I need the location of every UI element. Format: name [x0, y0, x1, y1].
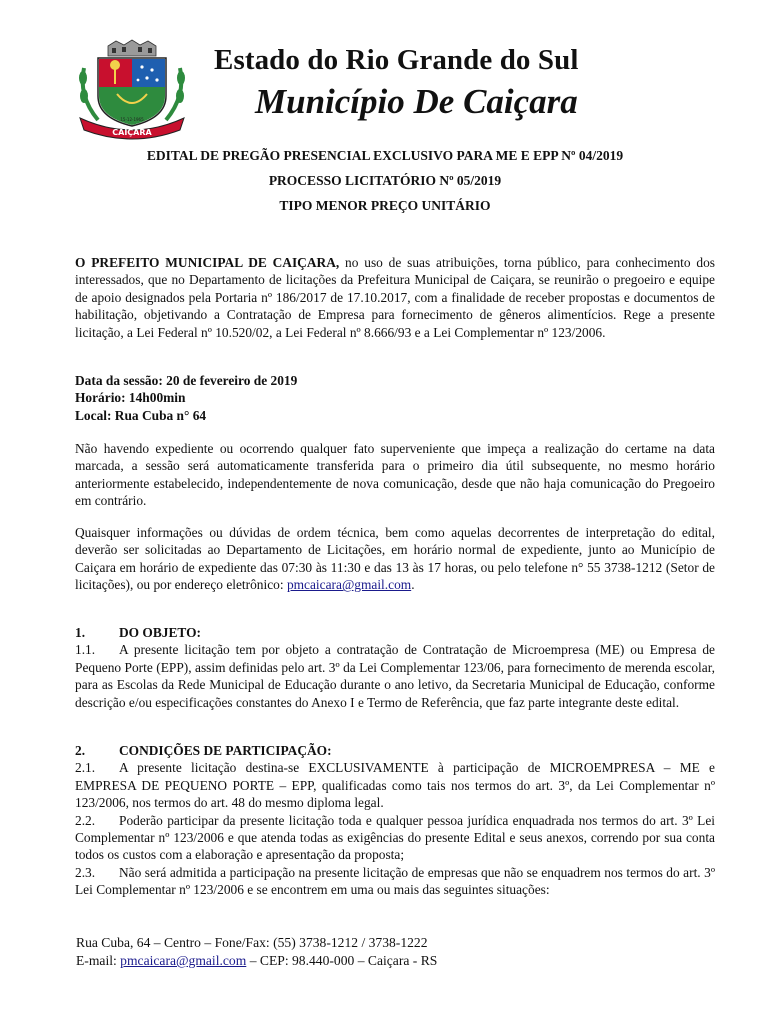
- municipality-title: Município De Caiçara: [255, 82, 578, 121]
- item-number: 1.1.: [75, 642, 96, 658]
- section-number: 1.: [75, 625, 86, 640]
- section-heading: [75, 742, 715, 759]
- page-footer: [76, 934, 437, 970]
- svg-text:15-12-1965: 15-12-1965: [120, 117, 144, 122]
- footer-contact: [76, 952, 437, 970]
- tender-type: TIPO MENOR PREÇO UNITÁRIO: [279, 198, 491, 213]
- session-info: [75, 372, 715, 424]
- footer-address: Rua Cuba, 64 – Centro – Fone/Fax: (55) 3738-1212 / 3738-1222: [76, 935, 428, 950]
- section-heading: [75, 624, 715, 641]
- intro-paragraph: [75, 254, 715, 341]
- item-number: 2.3.: [75, 864, 96, 880]
- item-text: A presente licitação destina-se EXCLUSIVAMENTE à participação de MICROEMPRESA – ME e EMPRESA DE PEQUENO PORTE – EPP, qualificadas como tais nos termos do art. 3º, da Lei Complementar nº 123/2006, nos termos do art. 48 do mesmo diploma legal.: [75, 760, 715, 811]
- info-text: Quaisquer informações ou dúvidas de ordem técnica, bem como aquelas decorrentes de interpretação do edital, deverão ser solicitadas ao Departamento de Licitações, em horário normal de expediente, junto ao Município de Caiçara em horário de expediente das 07:30 às 11:30 e das 13 às 17 horas, ou pelo telefone n° 55 3738-1212 (Setor de licitações), ou por endereço eletrônico:: [75, 525, 715, 593]
- session-time: Horário: 14h00min: [75, 390, 186, 406]
- item-number: 2.2.: [75, 812, 96, 828]
- section-title: CONDIÇÕES DE PARTICIPAÇÃO:: [119, 743, 332, 758]
- municipal-crest-logo: [72, 38, 192, 142]
- section-item: [75, 812, 715, 864]
- process-number: PROCESSO LICITATÓRIO Nº 05/2019: [268, 173, 502, 188]
- section-item: [75, 641, 715, 711]
- item-text: A presente licitação tem por objeto a contratação de Contratação de Microempresa (ME) ou Empresa de Pequeno Porte (EPP), assim definidas pelo art. 3º da Lei Complementar 123/06, para fornecimento de merenda escolar, para as Escolas da Rede Municipal de Educação durante o ano letivo, da Secretaria Municipal de Educação, conforme descrição e/ou especificações constantes do Anexo I e Termo de Referência, que faz parte integrante deste edital.: [75, 642, 715, 710]
- section-objeto: [75, 624, 715, 711]
- svg-text:CAIÇARA: CAIÇARA: [112, 128, 152, 137]
- info-paragraph: [75, 524, 715, 594]
- state-title: Estado do Rio Grande do Sul: [214, 44, 579, 76]
- item-number: 2.1.: [75, 760, 96, 776]
- section-item: [75, 864, 715, 899]
- intro-lead: O PREFEITO MUNICIPAL DE CAIÇARA,: [75, 255, 340, 270]
- info-end: .: [411, 577, 415, 593]
- section-participacao: [75, 742, 715, 899]
- no-expedient-paragraph: [75, 440, 715, 510]
- section-title: DO OBJETO:: [119, 625, 201, 640]
- footer-cep: – CEP: 98.440-000 – Caiçara - RS: [246, 953, 438, 968]
- item-text: Não será admitida a participação na presente licitação de empresas que não se enquadrem nos termos do art. 3º Lei Complementar nº 123/2006 e se encontrem em uma ou mais das seguintes situações:: [75, 864, 715, 898]
- footer-email-label: E-mail:: [76, 953, 121, 968]
- session-date: Data da sessão: 20 de fevereiro de 2019: [75, 373, 298, 388]
- intro-text: no uso de suas atribuições, torna público, para conhecimento dos interessados, que no Departamento de licitações da Prefeitura Municipal de Caiçara, se reunirão o pregoeiro e equipe de apoio designados pela Portaria nº 186/2017 de 17.10.2017, com a finalidade de receber propostas e documentos de habilitação, objetivando a Contratação de Empresa para fornecimento de gêneros alimentícios. Rege a presente licitação, a Lei Federal nº 10.520/02, a Lei Federal nº 8.666/93 e a Lei Complementar nº 123/2006.: [75, 255, 715, 340]
- no-expedient-text: Não havendo expediente ou ocorrendo qualquer fato superveniente que impeça a realização do certame na data marcada, a sessão será automaticamente transferida para o primeiro dia útil subsequente, no mesmo horário anteriormente estabelecido, independentemente de nova comunicação, desde que não haja comunicação do Pregoeiro em contrário.: [75, 441, 715, 509]
- edital-title: EDITAL DE PREGÃO PRESENCIAL EXCLUSIVO PARA ME E EPP Nº 04/2019: [146, 148, 624, 163]
- item-text: Poderão participar da presente licitação toda e qualquer pessoa jurídica enquadrada nos termos do art. 3º Lei Complementar nº 123/2006 e que atenda todas as exigências do presente Edital e seus anexos, correndo por sua conta todos os custos com a elaboração e apresentação da proposta;: [75, 812, 715, 863]
- section-number: 2.: [75, 743, 86, 758]
- footer-email-link[interactable]: pmcaicara@gmail.com: [120, 953, 247, 968]
- contact-email-link[interactable]: pmcaicara@gmail.com: [286, 577, 412, 593]
- section-item: [75, 759, 715, 811]
- session-place: Local: Rua Cuba n° 64: [75, 407, 207, 423]
